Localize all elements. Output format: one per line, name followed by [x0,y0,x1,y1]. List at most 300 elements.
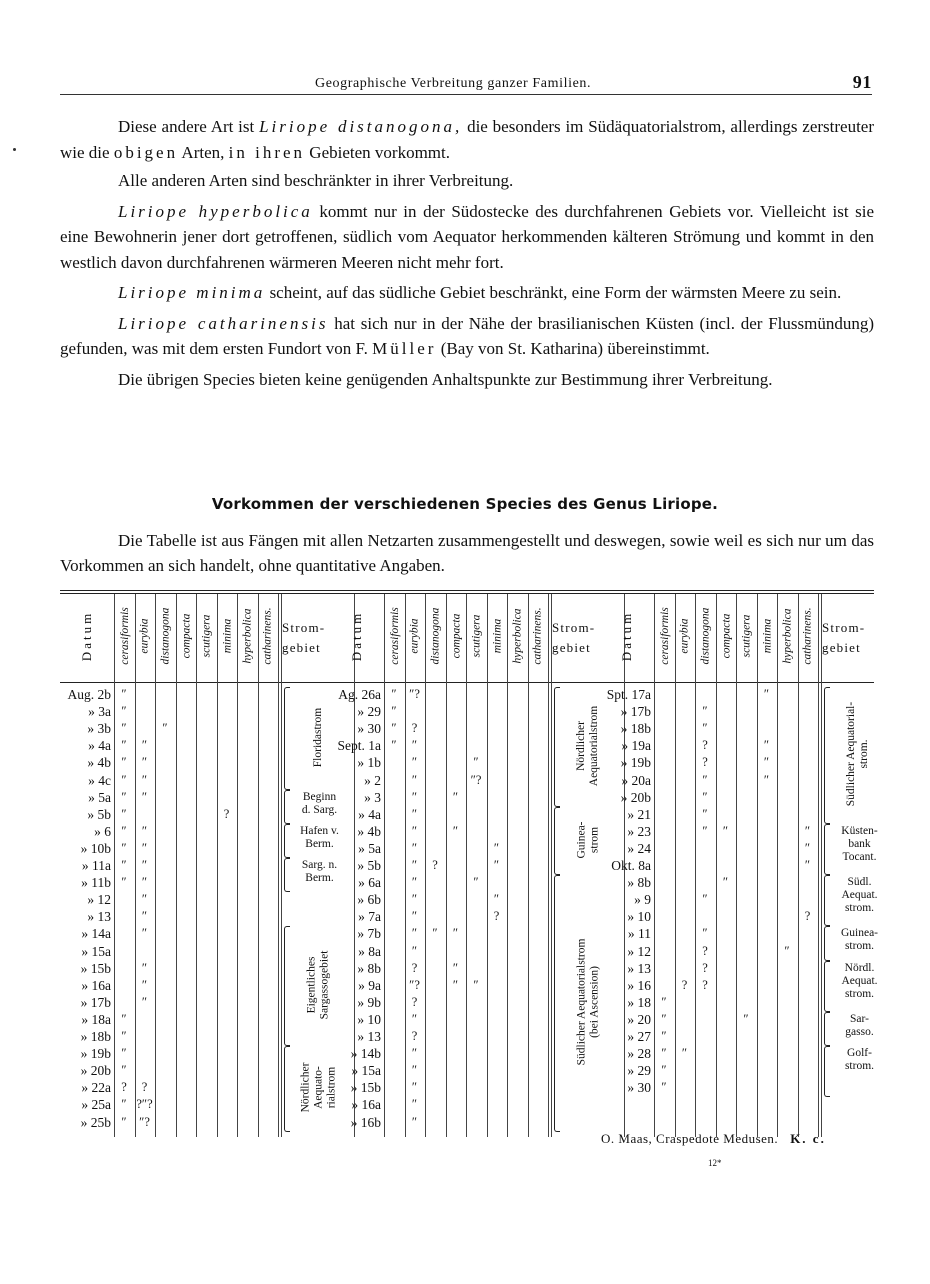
occurrence-mark: ″ [411,789,418,804]
occurrence-mark: ″ [452,977,459,992]
occurrence-mark: ? [121,1080,127,1095]
occurrence-mark: ″ [702,789,708,804]
occurrence-mark: ″ [141,977,148,992]
date-cell: » 25a [81,1097,111,1113]
date-cell: Sept. 1a [337,738,381,754]
occurrence-mark: ″ [121,840,127,855]
date-cell: » 12 [627,943,651,959]
occurrence-mark: ″ [411,1046,418,1061]
occurrence-mark: ″? [409,977,420,992]
occurrence-mark: ″ [702,926,708,941]
occurrence-mark: ″ [141,840,148,855]
occurrence-mark: ″ [121,772,127,787]
date-cell: » 18b [80,1029,111,1044]
occurrence-mark: ″ [743,1011,749,1026]
occurrence-mark: ″ [391,687,397,701]
footer-code: K. c. [790,1131,826,1146]
date-cell: » 15b [80,960,111,976]
species-header-minima [487,596,507,676]
species-header-eurybia [135,596,155,676]
occurrence-mark: ? [432,858,438,872]
species-header-compacta [176,596,196,676]
species-header-label: hyperbolica [511,608,524,664]
text-run: scheint, auf das südliche Gebiet beschränkt, eine Form der wärmsten Meere zu sein. [265,283,842,302]
species-header-catharinens [528,596,548,676]
sheet-mark: 12* [708,1158,722,1168]
emphasis-text: in ihren [228,142,306,162]
occurrence-mark: ? [141,1080,148,1095]
occurrence-mark: ″ [121,755,127,770]
occurrence-mark: ? [702,738,708,753]
occurrence-mark: ? [702,755,708,770]
occurrence-mark: ″ [141,789,148,804]
occurrence-mark: ″ [473,875,479,890]
species-header-label: compacta [180,613,192,659]
date-cell: » 13 [627,960,651,976]
table-header-rule [60,682,874,683]
region-label: Küsten- bank Tocant. [841,824,878,863]
species-header-compacta [716,596,736,676]
species-header-label: hyperbolica [781,608,794,664]
date-cell: Aug. 2b [67,687,111,702]
date-cell: » 4b [87,755,111,771]
footer-signature [601,1131,826,1147]
occurrence-mark: ″ [141,823,148,838]
occurrence-mark: ″ [411,738,418,753]
occurrence-mark: ″ [702,823,708,838]
date-cell: » 11b [81,875,111,891]
species-header-cerasiformis [655,596,675,676]
species-header-label: scutigera [470,614,483,658]
region-label: Beginn d. Sarg. [301,790,338,816]
region-label: Südl. Aequat. strom. [841,876,878,915]
date-cell: » 10b [80,840,111,856]
species-header-scutigera [467,596,487,676]
occurrence-mark: ″ [661,1080,667,1095]
species-header-minima [217,596,237,676]
region-label [830,687,887,822]
table-intro [60,528,874,578]
date-cell: » 9 [634,892,651,908]
date-cell: » 8b [627,875,651,891]
intro-paragraph: Die Tabelle ist aus Fängen mit allen Netzarten zusammengestellt und deswegen, sowie weil es sich nur um das Vorkommen an sich handelt, ohne quantitative Angaben. [60,531,874,575]
species-header-scutigera [197,596,217,676]
species-header-label: minima [491,618,503,654]
date-cell: » 19b [620,755,651,771]
date-header-label: Datum [349,610,365,662]
occurrence-mark: ″ [493,858,500,872]
running-title: Geographische Verbreitung ganzer Familien. [315,76,592,91]
date-cell: » 28 [627,1046,651,1062]
species-header-label: distanogona [159,607,172,665]
species-header-hyperbolica [508,596,528,676]
date-cell: Okt. 8a [611,858,651,873]
date-cell: » 11 [627,926,651,942]
occurrence-mark: ? [411,960,418,975]
occurrence-mark: ″ [391,704,397,719]
occurrence-mark: ? [681,977,688,992]
occurrence-mark: ″ [411,840,418,855]
occurrence-mark: ″ [411,772,418,787]
date-cell: » 8b [357,960,381,976]
species-header-label: eurybia [679,618,692,654]
text-run: Diese andere Art ist [118,117,260,136]
date-cell: Spt. 17a [606,687,651,702]
occurrence-mark: ″? [139,1114,150,1129]
section-heading: Vorkommen der verschiedenen Species des Genus Liriope. [211,495,719,513]
emphasis-text: Liriope minima [118,283,266,302]
occurrence-mark: ″ [121,721,127,736]
date-cell: » 2 [364,772,381,788]
date-cell: » 15a [81,943,111,959]
species-header-hyperbolica [778,596,798,676]
date-cell: » 1b [357,755,381,771]
species-header-distanogona [696,596,716,676]
occurrence-mark: ″ [784,943,790,958]
occurrence-mark: ? [493,909,500,924]
date-cell: » 17b [620,704,651,720]
species-header-cerasiformis [115,596,135,676]
date-cell: » 15a [351,1063,381,1079]
date-cell: » 6b [357,892,381,908]
occurrence-mark: ″ [411,875,418,890]
date-cell: » 5b [357,858,381,873]
occurrence-mark: ″ [121,1029,127,1043]
date-cell: » 8a [358,943,381,959]
occurrence-mark: ″ [661,1046,667,1061]
occurrence-mark: ? [702,977,708,992]
body-paragraph [60,311,874,362]
occurrence-mark: ″ [121,1097,127,1112]
species-header-label: cerasiformis [118,607,131,665]
occurrence-mark: ″ [411,755,418,770]
emphasis-text: obigen [113,142,179,162]
emphasis-text: Müller [372,339,437,358]
body-paragraph [60,199,874,276]
region-label: Sarg. n. Berm. [301,859,338,884]
occurrence-mark: ″ [452,926,459,941]
column-divider [548,594,549,1137]
region-label-text: Floridastrom [312,707,325,768]
column-divider [281,594,282,1137]
emphasis-text: Liriope catharinensis [118,313,329,333]
occurrence-mark: ″ [411,943,418,958]
occurrence-mark: ″ [121,1046,127,1061]
species-header-label: compacta [450,613,462,659]
species-header-cerasiformis [385,596,405,676]
region-label [560,687,617,805]
region-label-text: Südlicher Aequatorial- strom. [845,702,871,807]
strom-column-header: Strom- gebiet [282,620,326,655]
text-run: Die übrigen Species bieten keine genügenden Anhaltspunkte zur Bestimmung ihrer Verbreitung. [118,369,773,389]
occurrence-mark: ″ [411,1080,418,1095]
strom-column-header: Strom- gebiet [552,620,596,655]
emphasis-text: Liriope distanogona, [259,117,463,136]
date-cell: » 19b [80,1046,111,1062]
occurrence-mark: ″ [804,823,811,838]
strom-column-header: Strom- gebiet [822,620,866,655]
body-paragraph [60,280,874,306]
text-run: Arten, [178,142,229,162]
region-label [290,926,347,1044]
region-label-text: Guinea- strom [575,821,601,859]
occurrence-mark: ″ [411,1063,418,1078]
date-cell: » 18b [620,721,651,737]
species-header-label: minima [761,618,773,654]
occurrence-mark: ″ [141,960,148,975]
column-divider [821,594,822,1137]
species-header-distanogona [426,596,446,676]
occurrence-mark: ″ [722,875,729,890]
region-label: Hafen v. Berm. [300,824,339,850]
date-cell: » 13 [87,909,111,925]
occurrence-mark: ″ [702,704,708,719]
region-label-text: Nördlicher Aequatorialstrom [575,705,601,787]
region-label: Nördl. Aequat. strom. [841,961,878,1000]
occurrence-mark: ″ [411,806,418,821]
occurrence-mark: ″ [141,926,148,941]
occurrence-mark: ″ [493,892,500,907]
date-cell: » 25b [80,1114,111,1130]
text-run: kommt nur in der Südostecke des durchfahrenen Gebiets vor. Vielleicht ist sie eine Bewohnerin jener dort getroffenen, südlich vom Aequator herkommenden kälteren Strömung und kommt in den westlich davon durchfahrenen wärmeren Meeren nicht mehr fort. [60,201,874,272]
date-cell: » 20b [620,789,651,805]
occurrence-mark: ″ [763,687,770,701]
date-cell: » 11a [81,858,111,873]
date-cell: » 24 [627,840,651,856]
species-header-label: catharinens. [532,607,544,665]
date-cell: » 30 [357,721,381,737]
text-run: (Bay von St. Katharina) übereinstimmt. [436,339,710,358]
occurrence-mark: ″ [121,738,127,753]
occurrence-mark: ″ [121,875,127,890]
date-cell: » 20 [627,1011,651,1027]
occurrence-mark: ″ [452,789,459,804]
table-top-rule-2 [60,593,874,594]
occurrence-mark: ? [411,1029,418,1043]
region-label: Golf- strom. [844,1047,875,1073]
date-cell: » 5a [358,840,381,856]
date-cell: » 3a [88,704,111,720]
date-cell: » 7a [358,909,381,925]
column-divider [551,594,552,1137]
occurrence-mark: ″ [763,755,770,770]
occurrence-mark: ″ [141,738,148,753]
date-cell: » 9b [357,994,381,1010]
date-cell: » 23 [627,823,651,839]
region-label [560,807,617,873]
occurrence-mark: ″ [411,1097,418,1112]
species-header-compacta [446,596,466,676]
table-top-rule [60,590,874,591]
occurrence-mark: ″ [702,892,708,907]
occurrence-mark: ″ [411,892,418,907]
occurrence-mark: ″ [141,772,148,787]
page-number: 91 [852,72,872,92]
occurrence-mark: ″ [411,1114,418,1129]
occurrence-mark: ″? [409,687,420,701]
occurrence-mark: ″ [452,960,459,975]
footer-author: O. Maas, Craspedote Medusen. [601,1131,779,1146]
occurrence-mark: ″ [411,926,418,941]
date-column-header [75,596,99,676]
species-header-scutigera [737,596,757,676]
date-cell: » 30 [627,1080,651,1096]
date-cell: » 6 [94,823,111,839]
date-cell: » 14b [350,1046,381,1062]
column-divider [278,594,279,1137]
date-column-header [345,596,369,676]
occurrence-mark: ″ [763,738,770,753]
occurrence-mark: ″ [141,994,148,1009]
occurrence-mark: ″ [121,687,127,701]
species-header-label: catharinens. [262,607,274,665]
occurrence-mark: ″ [121,1114,127,1129]
occurrence-mark: ″ [411,858,418,872]
species-header-label: eurybia [409,618,422,654]
species-header-catharinens [798,596,818,676]
date-cell: » 20b [80,1063,111,1079]
occurrence-mark: ″? [470,772,482,787]
occurrence-mark: ? [702,960,708,975]
date-cell: » 9a [358,977,381,993]
occurrence-mark: ″ [411,1011,418,1026]
occurrence-mark: ″ [121,1011,127,1026]
date-cell: » 10 [357,1011,381,1027]
occurrence-mark: ″ [763,772,770,787]
species-header-eurybia [675,596,695,676]
region-label [290,1046,347,1130]
species-header-label: scutigera [200,614,213,658]
date-cell: » 4c [88,772,111,788]
occurrence-mark: ″ [661,1011,667,1026]
occurrence-mark: ″ [121,704,127,719]
occurrence-mark: ″ [493,840,500,855]
text-run: Gebieten vorkommt. [305,142,450,162]
species-header-minima [757,596,777,676]
date-cell: » 16a [81,977,111,993]
occurrence-mark: ? [411,994,418,1009]
species-header-label: cerasiformis [658,607,671,665]
region-label-text: Nördlicher Aequato- rialstrom [298,1062,337,1113]
region-label: Sar- gasso. [845,1012,874,1038]
occurrence-mark: ″ [804,858,811,872]
occurrence-mark: ″ [661,1029,667,1043]
region-label [560,875,617,1130]
text-run: Alle anderen Arten sind beschränkter in ihrer Verbreitung. [118,171,514,190]
date-cell: » 10 [627,909,651,925]
species-header-label: scutigera [740,614,753,658]
species-header-label: distanogona [699,607,712,665]
date-cell: » 16a [351,1097,381,1113]
date-header-label: Datum [619,610,635,662]
occurrence-mark: ″ [411,823,418,838]
emphasis-text: Liriope hyperbolica [118,201,313,221]
date-cell: » 18 [627,994,651,1010]
date-cell: » 15b [350,1080,381,1096]
date-cell: » 7b [357,926,381,942]
text-run: hat sich nur in der Nähe der brasilianischen Küsten (incl. der Flussmündung) gefunden, was mit dem ersten Fundort von F. [60,313,874,358]
occurrence-mark: ″ [141,858,148,872]
date-cell: » 21 [627,806,651,822]
date-cell: » 20a [621,772,651,788]
date-cell: » 6a [358,875,381,891]
occurrence-mark: ? [804,909,811,924]
body-paragraph [60,367,874,393]
date-cell: » 18a [81,1011,111,1027]
occurrence-mark: ?″? [136,1097,153,1112]
body-text [60,114,874,395]
species-header-distanogona [156,596,176,676]
date-cell: » 3b [87,721,111,737]
column-divider [818,594,819,1137]
species-header-label: catharinens. [802,607,814,665]
occurrence-mark: ″ [432,926,438,941]
occurrence-mark: ? [702,943,708,958]
species-header-label: minima [221,618,233,654]
date-cell: » 19a [621,738,651,754]
running-header [60,74,872,95]
occurrence-mark: ″ [804,840,811,855]
occurrence-mark: ″ [141,909,148,924]
date-cell: » 14a [81,926,111,942]
body-paragraph [60,168,874,194]
occurrence-mark: ″ [473,755,479,770]
date-cell: » 3 [364,789,381,805]
date-cell: » 4b [357,823,381,839]
date-cell: » 4a [358,806,381,822]
occurrence-mark: ″ [702,772,708,787]
occurrence-mark: ″ [121,1063,127,1078]
date-cell: » 13 [357,1029,381,1044]
occurrence-mark: ? [411,721,418,736]
date-cell: » 12 [87,892,111,908]
date-cell: » 5a [88,789,111,805]
occurrence-mark: ″ [121,806,127,821]
occurrence-mark: ″ [702,721,708,736]
occurrence-mark: ″ [452,823,459,838]
occurrence-mark: ″ [391,738,397,753]
margin-speck [13,148,16,151]
occurrence-mark: ″ [141,755,148,770]
occurrence-mark: ″ [141,875,148,890]
occurrence-mark: ″ [702,806,708,821]
date-cell: » 16b [350,1114,381,1130]
date-cell: » 29 [627,1063,651,1079]
occurrence-mark: ″ [473,977,479,992]
species-header-hyperbolica [238,596,258,676]
date-cell: » 5b [87,806,111,822]
date-cell: » 27 [627,1029,651,1044]
occurrence-mark: ″ [121,789,127,804]
species-header-eurybia [405,596,425,676]
date-header-label: Datum [79,610,95,662]
occurrence-mark: ″ [121,858,127,872]
region-label-text: Eigentliches Sargassogebiet [305,950,331,1020]
occurrence-mark: ″ [661,994,667,1009]
species-header-label: hyperbolica [241,608,254,664]
occurrence-mark: ″ [722,823,729,838]
species-header-label: compacta [720,613,732,659]
date-cell: » 16 [627,977,651,993]
species-header-label: distanogona [429,607,442,665]
occurrence-mark: ″ [681,1046,688,1061]
occurrence-mark: ″ [391,721,397,736]
region-label: Guinea- strom. [840,927,879,953]
text-run: die besonders im Südäquatorialstrom, allerdings zerstreuter wie die [60,117,875,162]
species-header-label: eurybia [139,618,152,654]
occurrence-mark: ″ [141,892,148,907]
date-cell: » 29 [357,704,381,720]
